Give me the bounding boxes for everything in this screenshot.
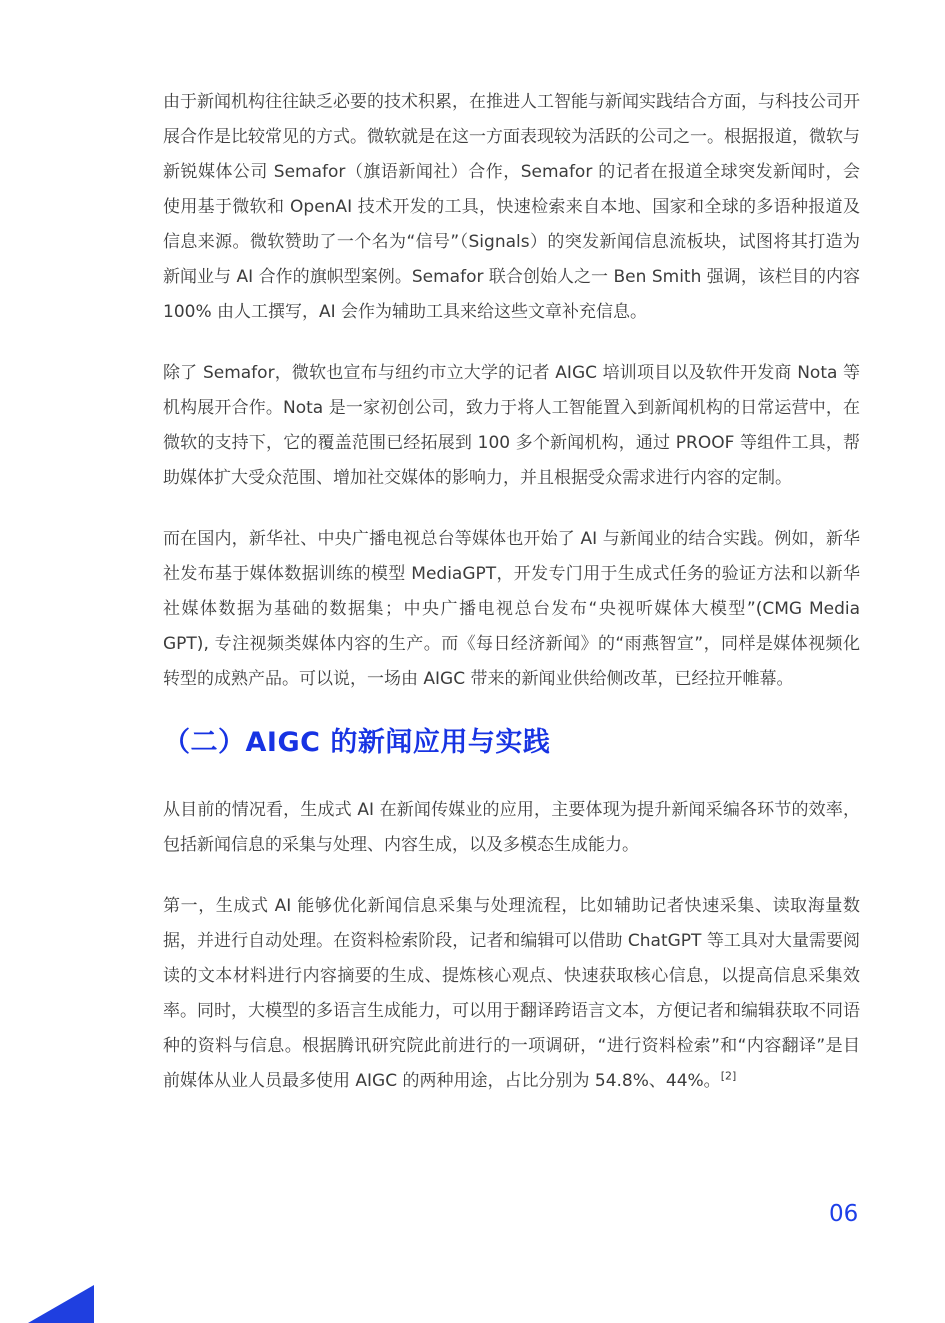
paragraph-microsoft-semafor: 由于新闻机构往往缺乏必要的技术积累，在推进人工智能与新闻实践结合方面，与科技公司开展合作是比较常见的方式。微软就是在这一方面表现较为活跃的公司之一。根据报道，微软与新锐媒体公司 Semafor（旗语新闻社）合作，Semafor 的记者在报道全球突发新闻时，会使用基于微软和 OpenAI 技术开发的工具，快速检索来自本地、国家和全球的多语种报道及信息来源。微软赞助了一个名为“信号”（Signals）的突发新闻信息流板块，试图将其打造为新闻业与 AI 合作的旗帜型案例。Semafor 联合创始人之一 Ben Smith 强调，该栏目的内容 100% 由人工撰写，AI 会作为辅助工具来给这些文章补充信息。 [163, 92, 860, 322]
corner-triangle-decoration [28, 1285, 94, 1323]
footnote-reference-2[interactable]: [2] [720, 1069, 737, 1083]
paragraph-domestic-media: 而在国内，新华社、中央广播电视总台等媒体也开始了 AI 与新闻业的结合实践。例如，新华社发布基于媒体数据训练的模型 MediaGPT，开发专门用于生成式任务的验证方法和以新华社媒体数据为基础的数据集；中央广播电视总台发布“央视听媒体大模型”(CMG Media GPT), 专注视频类媒体内容的生产。而《每日经济新闻》的“雨燕智宣”，同样是媒体视频化转型的成熟产品。可以说，一场由 AIGC 带来的新闻业供给侧改革，已经拉开帷幕。 [163, 529, 860, 689]
paragraph-information-collection [163, 889, 860, 1099]
paragraph-information-collection-text: 第一，生成式 AI 能够优化新闻信息采集与处理流程，比如辅助记者快速采集、读取海量数据，并进行自动处理。在资料检索阶段，记者和编辑可以借助 ChatGPT 等工具对大量需要阅读的文本材料进行内容摘要的生成、提炼核心观点、快速获取核心信息，以提高信息采集效率。同时，大模型的多语言生成能力，可以用于翻译跨语言文本，方便记者和编辑获取不同语种的资料与信息。根据腾讯研究院此前进行的一项调研，“进行资料检索”和“内容翻译”是目前媒体从业人员最多使用 AIGC 的两种用途，占比分别为 54.8%、44%。 [163, 896, 860, 1091]
page-content [163, 85, 860, 1125]
page-number: 06 [829, 1201, 859, 1227]
paragraph-nota-partnership: 除了 Semafor，微软也宣布与纽约市立大学的记者 AIGC 培训项目以及软件开发商 Nota 等机构展开合作。Nota 是一家初创公司，致力于将人工智能置入到新闻机构的日常运营中，在微软的支持下，它的覆盖范围已经拓展到 100 多个新闻机构，通过 PROOF 等组件工具，帮助媒体扩大受众范围、增加社交媒体的影响力，并且根据受众需求进行内容的定制。 [163, 363, 860, 488]
section-heading-aigc-news-application: （二）AIGC 的新闻应用与实践 [163, 727, 551, 758]
paragraph-application-overview: 从目前的情况看，生成式 AI 在新闻传媒业的应用，主要体现为提升新闻采编各环节的效率，包括新闻信息的采集与处理、内容生成，以及多模态生成能力。 [163, 800, 860, 855]
